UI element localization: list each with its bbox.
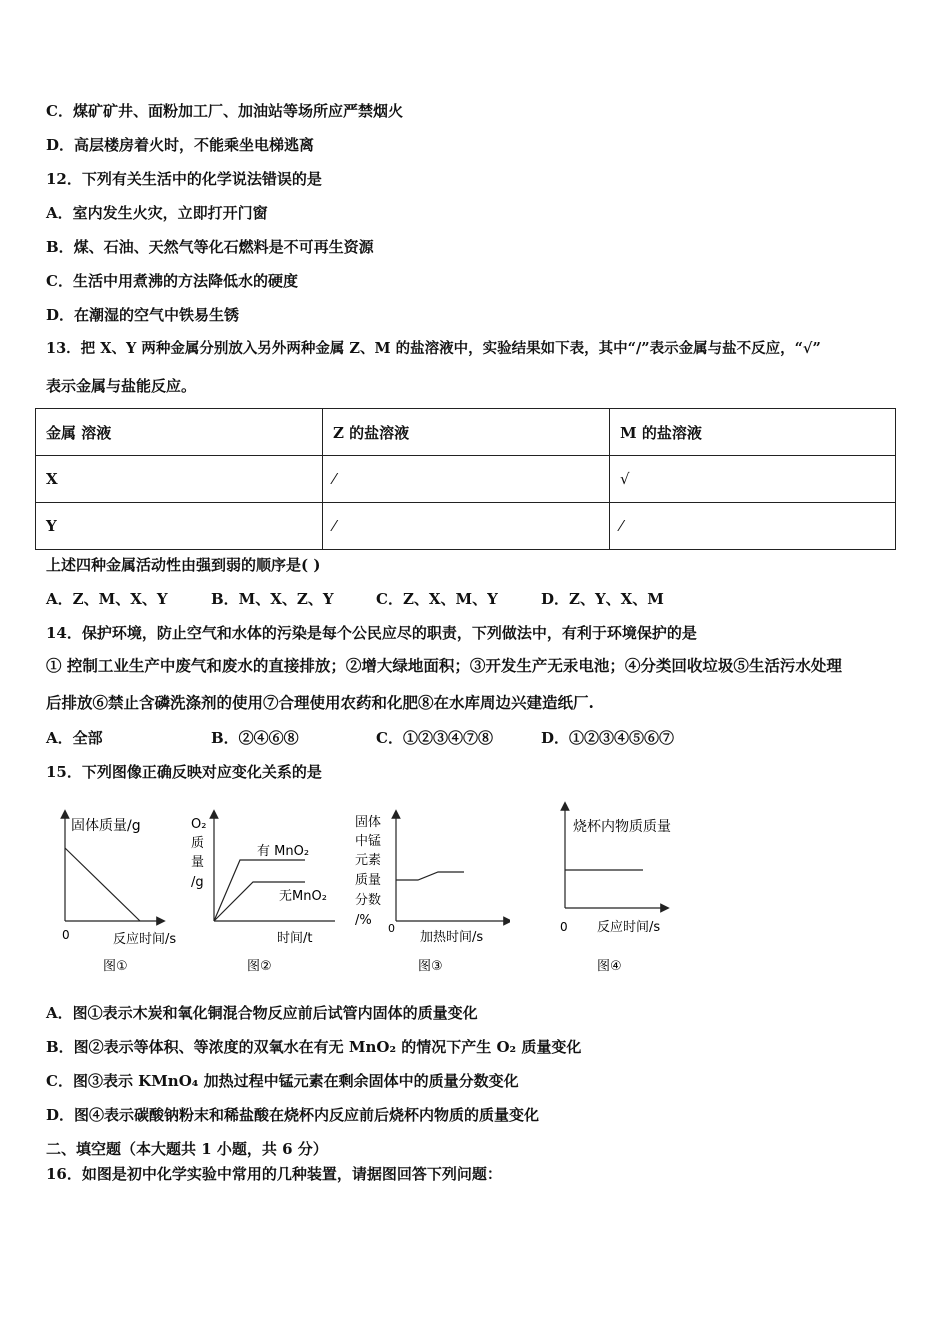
table-header-cell: 金属 溶液 [36,409,323,456]
question-14-option-a: A．全部 [46,729,103,747]
y-axis-label: O₂ [191,817,207,832]
y-axis-label: 固体质量/g [71,818,141,834]
y-axis-label: 分数 [355,893,382,908]
curve-label: 有 MnO₂ [257,844,310,859]
question-15: 15．下列图像正确反映对应变化关系的是 [46,763,322,781]
question-14-line-1: ① 控制工业生产中废气和废水的直接排放；②增大绿地面积；③开发生产无汞电池；④分类回收垃圾⑤生活污水处理 [46,656,842,675]
question-15-option-b: B．图②表示等体积、等浓度的双氧水在有无 MnO₂ 的情况下产生 O₂ 质量变化 [46,1038,582,1056]
y-axis-label: 量 [191,855,205,870]
metal-reaction-table [35,408,896,550]
figure-1 [55,808,205,978]
option-c-fire-safety: C．煤矿矿井、面粉加工厂、加油站等场所应严禁烟火 [46,102,403,120]
question-13-options [46,589,664,609]
y-axis-label: 固体 [355,815,382,830]
question-14-option-c: C．①②③④⑦⑧ [376,729,493,747]
question-12-option-b: B．煤、石油、天然气等化石燃料是不可再生资源 [46,238,374,256]
figure-caption: 图① [103,959,128,974]
question-13-option-b: B．M、X、Z、Y [211,590,334,608]
table-row [36,456,896,503]
figure-caption: 图② [247,959,272,974]
table-header-cell: Z 的盐溶液 [323,409,610,456]
figure-3 [350,808,510,978]
question-13-option-c: C．Z、X、M、Y [376,590,498,608]
y-axis-label: /% [355,913,372,928]
table-cell: Y [36,503,323,550]
table-cell: X [36,456,323,503]
question-14-line-2: 后排放⑥禁止含磷洗涤剂的使用⑦合理使用农药和化肥⑧在水库周边兴建造纸厂. [46,693,594,712]
question-13-line-1: 13．把 X、Y 两种金属分别放入另外两种金属 Z、M 的盐溶液中，实验结果如下表，其中“/”表示金属与盐不反应，“√” [46,340,821,357]
table-cell: ⁄ [323,456,610,503]
x-axis-label: 反应时间/s [597,920,661,935]
question-13-prompt: 上述四种金属活动性由强到弱的顺序是( ) [46,556,321,574]
question-12: 12．下列有关生活中的化学说法错误的是 [46,170,322,188]
question-13-option-a: A．Z、M、X、Y [46,590,168,608]
origin-label: 0 [62,928,70,942]
data-line [65,848,140,921]
figure-caption: 图④ [597,959,622,974]
question-14: 14．保护环境，防止空气和水体的污染是每个公民应尽的职责，下列做法中，有利于环境保护的是 [46,624,697,642]
y-axis-label: 质 [191,836,205,851]
table-header-cell: M 的盐溶液 [610,409,896,456]
question-13-option-d: D．Z、Y、X、M [541,590,664,608]
x-axis-label: 加热时间/s [420,930,484,945]
data-line [396,872,464,880]
question-14-options [46,728,674,748]
question-12-option-a: A．室内发生火灾，立即打开门窗 [46,204,268,222]
question-12-option-d: D．在潮湿的空气中铁易生锈 [46,306,240,324]
question-14-option-d: D．①②③④⑤⑥⑦ [541,729,675,747]
y-axis-label: /g [191,875,204,890]
question-15-option-c: C．图③表示 KMnO₄ 加热过程中锰元素在剩余固体中的质量分数变化 [46,1072,519,1090]
table-cell: ⁄ [610,503,896,550]
x-axis-label: 时间/t [277,931,313,946]
figure-caption: 图③ [418,959,443,974]
section-2-heading: 二、填空题（本大题共 1 小题，共 6 分） [46,1140,328,1158]
origin-label: 0 [560,920,568,934]
option-d-fire-safety: D．高层楼房着火时，不能乘坐电梯逃离 [46,136,315,154]
figure-4 [545,800,705,978]
question-13-line-2: 表示金属与盐能反应。 [46,377,197,395]
x-axis-label: 反应时间/s [113,932,177,947]
question-12-option-c: C．生活中用煮沸的方法降低水的硬度 [46,272,298,290]
table-header-row [36,409,896,456]
table-row [36,503,896,550]
question-14-option-b: B．②④⑥⑧ [211,729,299,747]
table-cell: √ [610,456,896,503]
y-axis-label: 烧杯内物质质量 [573,819,671,835]
curve-label: 无MnO₂ [279,889,327,904]
y-axis-label: 中锰 [355,834,382,849]
y-axis-label: 质量 [355,873,382,888]
question-15-option-d: D．图④表示碳酸钠粉末和稀盐酸在烧杯内反应前后烧杯内物质的质量变化 [46,1106,540,1124]
table-cell: ⁄ [323,503,610,550]
figure-2 [185,808,335,978]
origin-label: 0 [388,922,395,935]
question-16: 16．如图是初中化学实验中常用的几种装置，请据图回答下列问题： [46,1165,502,1183]
question-15-option-a: A．图①表示木炭和氧化铜混合物反应前后试管内固体的质量变化 [46,1004,478,1022]
y-axis-label: 元素 [355,853,382,868]
